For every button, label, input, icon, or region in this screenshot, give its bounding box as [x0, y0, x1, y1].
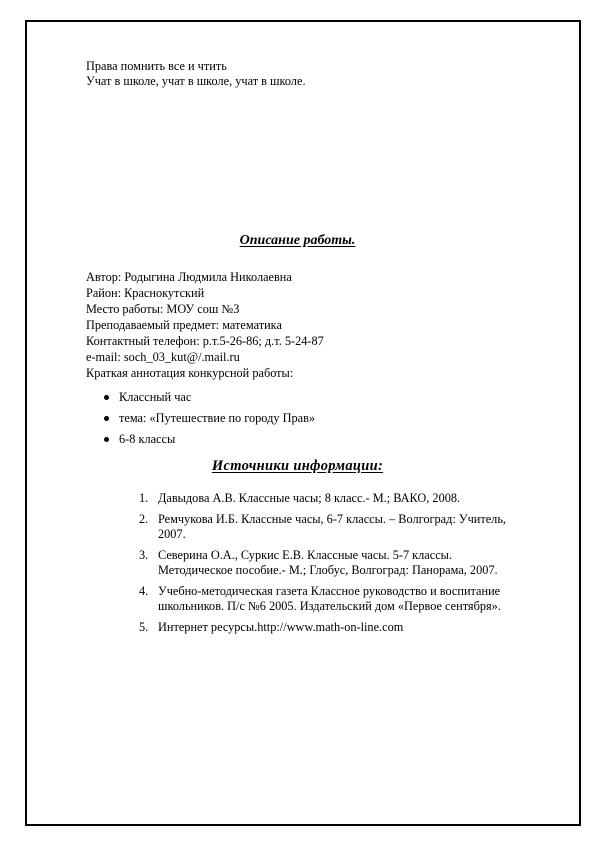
sources-heading-text: Источники информации:	[211, 458, 384, 474]
subject-line: Преподаваемый предмет: математика	[86, 318, 282, 332]
bullet-dot-icon	[104, 395, 109, 400]
source-number: 2.	[139, 511, 149, 526]
source-text-continued: школьников. П/с №6 2005. Издательский дом «Первое сентября».	[158, 599, 501, 613]
bullet-text: Классный час	[119, 390, 192, 404]
bullet-dot-icon	[104, 416, 109, 421]
source-number: 3.	[139, 547, 149, 562]
annotation-bullet-list	[86, 387, 315, 450]
source-item	[139, 512, 559, 543]
description-heading	[0, 233, 595, 249]
workplace-line: Место работы: МОУ сош №3	[86, 302, 240, 316]
source-text: Учебно-методическая газета Классное руководство и воспитание	[158, 583, 501, 598]
source-number: 1.	[139, 491, 149, 505]
email-line: e-mail: soch_03_kut@/.mail.ru	[86, 350, 240, 364]
bullet-text: 6-8 классы	[119, 432, 176, 446]
phone-line: Контактный телефон: р.т.5-26-86; д.т. 5-24-87	[86, 334, 324, 348]
source-number: 5.	[139, 619, 149, 634]
source-item	[139, 620, 559, 636]
author-line: Автор: Родыгина Людмила Николаевна	[86, 270, 292, 284]
bullet-dot-icon	[104, 437, 109, 442]
bullet-item	[86, 408, 315, 429]
source-number: 4.	[139, 583, 149, 598]
source-text: Давыдова А.В. Классные часы; 8 класс.- М.; ВАКО, 2008.	[158, 491, 461, 505]
source-item	[139, 584, 559, 615]
intro-line-1: Права помнить все и чтить	[86, 59, 227, 73]
description-heading-text: Описание работы.	[239, 233, 356, 248]
annotation-line: Краткая аннотация конкурсной работы:	[86, 366, 294, 380]
sources-heading	[0, 458, 595, 475]
source-text: Северина О.А., Суркис Е.В. Классные часы. 5-7 классы.	[158, 547, 453, 562]
source-text: Интернет ресурсы.http://www.math-on-line.com	[158, 619, 404, 634]
source-text-continued: Методическое пособие.- М.; Глобус, Волгоград: Панорама, 2007.	[158, 563, 498, 577]
intro-line-2: Учат в школе, учат в школе, учат в школе.	[86, 74, 306, 88]
source-text: Ремчукова И.Б. Классные часы, 6-7 классы. – Волгоград: Учитель,	[158, 511, 506, 526]
sources-list	[139, 491, 559, 640]
bullet-item	[86, 429, 315, 450]
source-item	[139, 548, 559, 579]
source-item	[139, 491, 559, 507]
bullet-text: тема: «Путешествие по городу Прав»	[119, 411, 316, 425]
district-line: Район: Краснокутский	[86, 286, 205, 300]
source-text-continued: 2007.	[158, 527, 186, 541]
bullet-item	[86, 387, 315, 408]
